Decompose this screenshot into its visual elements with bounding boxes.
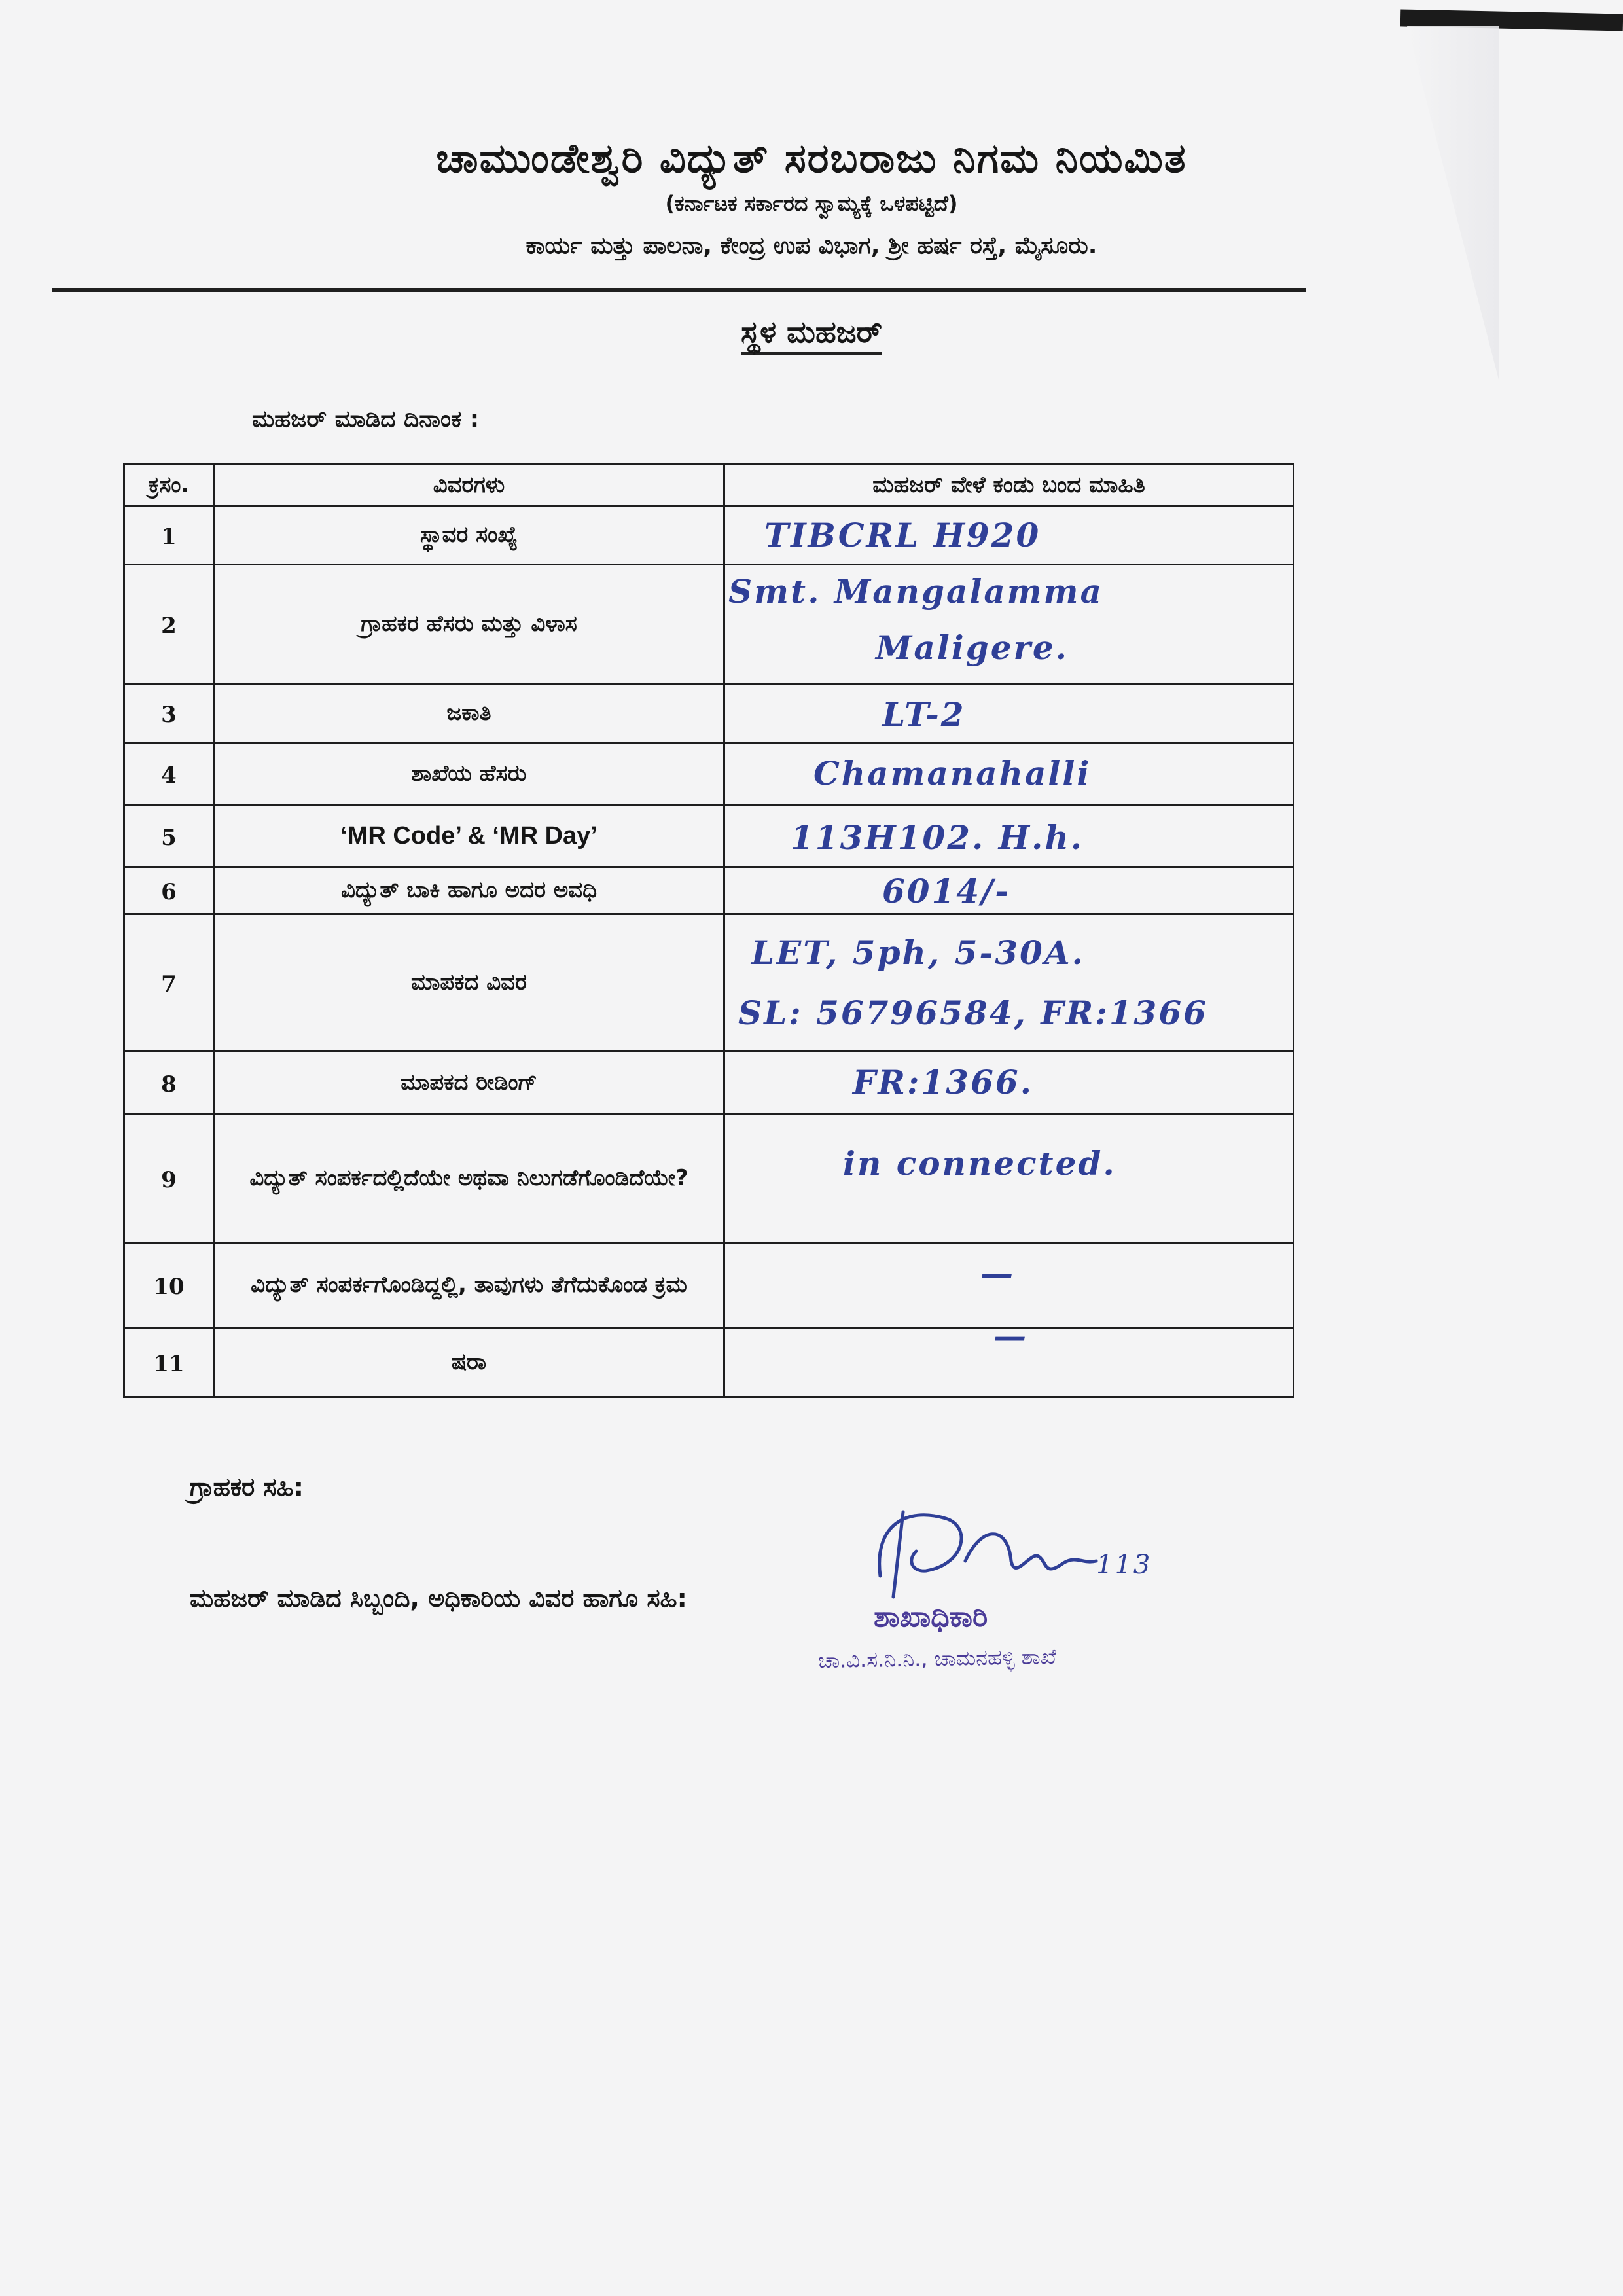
row-number: 9: [124, 1115, 214, 1243]
row-description: ಜಕಾತಿ: [214, 684, 724, 743]
table-row: [124, 684, 1294, 743]
row-description: ಮಾಪಕದ ವಿವರ: [214, 914, 724, 1052]
row-number: 4: [124, 743, 214, 806]
row-number: 10: [124, 1243, 214, 1328]
handwritten-value: LT-2: [882, 695, 966, 734]
handwritten-value: —: [980, 1254, 1015, 1293]
row-number: 3: [124, 684, 214, 743]
document-title: [0, 314, 1623, 351]
table-row: [124, 914, 1294, 1052]
handwritten-value: 113H102. H.h.: [791, 818, 1084, 857]
header-divider: [52, 288, 1306, 292]
handwritten-value: FR:1366.: [853, 1063, 1034, 1102]
signature-number: 113: [1096, 1550, 1152, 1580]
row-number: 6: [124, 867, 214, 914]
table-row: [124, 806, 1294, 867]
stamp-title: ಶಾಖಾಧಿಕಾರಿ: [874, 1600, 988, 1634]
company-subtitle: (ಕರ್ನಾಟಕ ಸರ್ಕಾರದ ಸ್ವಾಮ್ಯಕ್ಕೆ ಒಳಪಟ್ಟಿದೆ): [665, 191, 958, 216]
row-number: 11: [124, 1328, 214, 1397]
row-description: ‘MR Code’ & ‘MR Day’: [214, 806, 724, 867]
row-value: [724, 506, 1294, 565]
row-value: [724, 1243, 1294, 1328]
row-description: ಮಾಪಕದ ರೀಡಿಂಗ್: [214, 1052, 724, 1115]
handwritten-value: —: [993, 1317, 1028, 1355]
company-name: ಚಾಮುಂಡೇಶ್ವರಿ ವಿದ್ಯುತ್ ಸರಬರಾಜು ನಿಗಮ ನಿಯಮಿತ: [436, 134, 1187, 182]
signature-scrawl: [867, 1499, 1207, 1604]
row-description: ವಿದ್ಯುತ್ ಸಂಪರ್ಕದಲ್ಲಿದೆಯೇ ಅಥವಾ ನಿಲುಗಡೆಗೊಂಡಿದೆಯೇ?: [214, 1115, 724, 1243]
table-header-row: [124, 465, 1294, 506]
table-row: [124, 1052, 1294, 1115]
row-value: [724, 684, 1294, 743]
mahazar-table: [123, 463, 1294, 1398]
row-number: 7: [124, 914, 214, 1052]
header-findings: ಮಹಜರ್ ವೇಳೆ ಕಂಡು ಬಂದ ಮಾಹಿತಿ: [724, 465, 1294, 506]
row-description: ಶಾಖೆಯ ಹೆಸರು: [214, 743, 724, 806]
row-number: 5: [124, 806, 214, 867]
table-row: [124, 565, 1294, 684]
table-row: [124, 743, 1294, 806]
office-address: ಕಾರ್ಯ ಮತ್ತು ಪಾಲನಾ, ಕೇಂದ್ರ ಉಪ ವಿಭಾಗ, ಶ್ರೀ ಹರ್ಷ ರಸ್ತೆ, ಮೈಸೂರು.: [526, 232, 1097, 259]
row-description: ವಿದ್ಯುತ್ ಬಾಕಿ ಹಾಗೂ ಅದರ ಅವಧಿ: [214, 867, 724, 914]
row-value: [724, 565, 1294, 684]
row-value: [724, 1317, 1294, 1397]
handwritten-value: Smt. Mangalamma: [728, 572, 1103, 611]
row-description: ಷರಾ: [214, 1328, 724, 1397]
row-value: [724, 867, 1294, 914]
row-value: [724, 743, 1294, 806]
handwritten-value: 6014/-: [882, 872, 1011, 910]
handwritten-value: Maligere.: [876, 628, 1069, 667]
handwritten-value: SL: 56796584, FR:1366: [738, 994, 1208, 1032]
row-description: ಸ್ಥಾವರ ಸಂಖ್ಯೆ: [214, 506, 724, 565]
staff-signature-label: ಮಹಜರ್ ಮಾಡಿದ ಸಿಬ್ಬಂದಿ, ಅಧಿಕಾರಿಯ ವಿವರ ಹಾಗೂ ಸಹಿ:: [190, 1584, 687, 1613]
table-row: [124, 867, 1294, 914]
row-number: 2: [124, 565, 214, 684]
handwritten-value: Chamanahalli: [813, 754, 1092, 793]
row-description: ವಿದ್ಯುತ್ ಸಂಪರ್ಕಗೊಂಡಿದ್ದಲ್ಲಿ, ತಾವುಗಳು ತೆಗೆದುಕೊಂಡ ಕ್ರಮ: [214, 1243, 724, 1328]
table-row: [124, 1243, 1294, 1328]
row-value: [724, 806, 1294, 867]
document-title-text: ಸ್ಥಳ ಮಹಜರ್: [741, 314, 882, 355]
handwritten-value: in connected.: [843, 1144, 1116, 1183]
table-row: [124, 506, 1294, 565]
row-value: [724, 914, 1294, 1052]
officer-signature: [867, 1499, 1207, 1606]
table-row: [124, 1328, 1294, 1397]
handwritten-value: LET, 5ph, 5-30A.: [751, 933, 1086, 972]
table-row: [124, 1115, 1294, 1243]
customer-signature-label: ಗ್ರಾಹಕರ ಸಹಿ:: [190, 1473, 304, 1501]
row-value: [724, 1052, 1294, 1115]
row-number: 8: [124, 1052, 214, 1115]
stamp-subtitle: ಚಾ.ವಿ.ಸ.ನಿ.ನಿ., ಚಾಮನಹಳ್ಳಿ ಶಾಖೆ: [817, 1643, 1057, 1674]
header-serial: ಕ್ರಸಂ.: [124, 465, 214, 506]
header-details: ವಿವರಗಳು: [214, 465, 724, 506]
date-label: ಮಹಜರ್ ಮಾಡಿದ ದಿನಾಂಕ :: [252, 406, 480, 433]
row-number: 1: [124, 506, 214, 565]
row-description: ಗ್ರಾಹಕರ ಹೆಸರು ಮತ್ತು ವಿಳಾಸ: [214, 565, 724, 684]
row-value: [724, 1115, 1294, 1243]
handwritten-value: TIBCRL H920: [764, 516, 1041, 554]
